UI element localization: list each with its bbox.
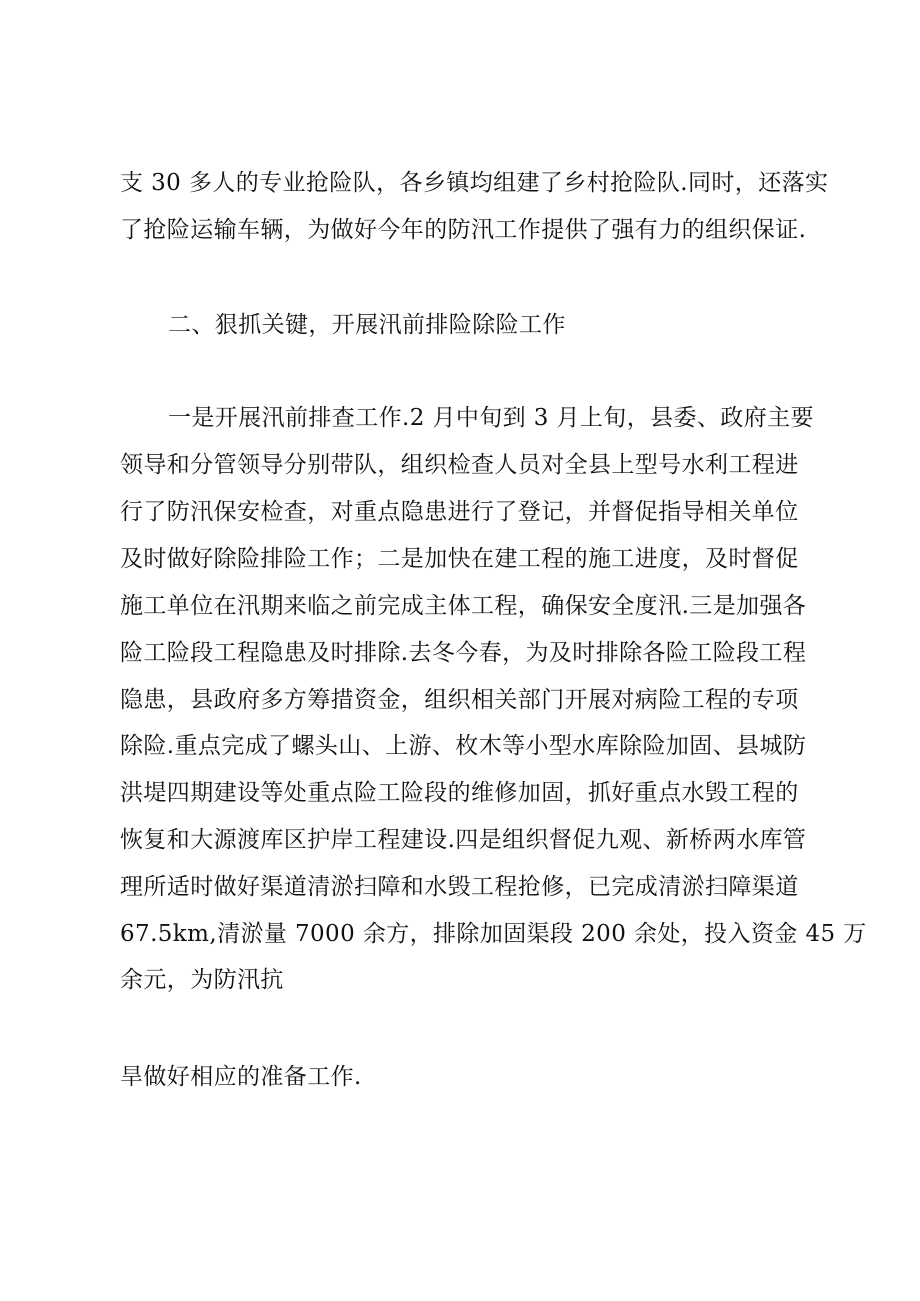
paragraph-line: 洪堤四期建设等处重点险工险段的维修加固，抓好重点水毁工程的 <box>120 780 799 806</box>
paragraph-line: 余元，为防汛抗 <box>120 967 284 993</box>
intro-line-2: 了抢险运输车辆，为做好今年的防汛工作提供了强有力的组织保证. <box>120 217 807 243</box>
paragraph-line: 及时做好除险排险工作；二是加快在建工程的施工进度，及时督促 <box>120 546 799 572</box>
intro-line-1: 支 30 多人的专业抢险队，各乡镇均组建了乡村抢险队.同时，还落实 <box>120 170 829 196</box>
paragraph-line: 恢复和大源渡库区护岸工程建设.四是组织督促九观、新桥两水库管 <box>120 827 807 853</box>
paragraph-line: 施工单位在汛期来临之前完成主体工程，确保安全度汛.三是加强各 <box>120 593 807 619</box>
paragraph-line: 除险.重点完成了螺头山、上游、枚木等小型水库除险加固、县城防 <box>120 733 807 759</box>
paragraph-line: 领导和分管领导分别带队，组织检查人员对全县上型号水利工程进 <box>120 452 799 478</box>
paragraph-line: 一是开展汛前排查工作.2 月中旬到 3 月上旬，县委、政府主要 <box>168 405 814 431</box>
paragraph-line: 行了防汛保安检查，对重点隐患进行了登记，并督促指导相关单位 <box>120 499 799 525</box>
paragraph-line: 隐患，县政府多方筹措资金，组织相关部门开展对病险工程的专项 <box>120 687 799 713</box>
closing-line: 旱做好相应的准备工作. <box>120 1064 362 1090</box>
section-heading: 二、狠抓关键，开展汛前排险除险工作 <box>168 312 566 338</box>
paragraph-line: 67.5km,清淤量 7000 余方，排除加固渠段 200 余处，投入资金 45 万 <box>120 921 867 947</box>
paragraph-line: 险工险段工程隐患及时排除.去冬今春，为及时排除各险工险段工程 <box>120 640 807 666</box>
paragraph-line: 理所适时做好渠道清淤扫障和水毁工程抢修，已完成清淤扫障渠道 <box>120 874 799 900</box>
